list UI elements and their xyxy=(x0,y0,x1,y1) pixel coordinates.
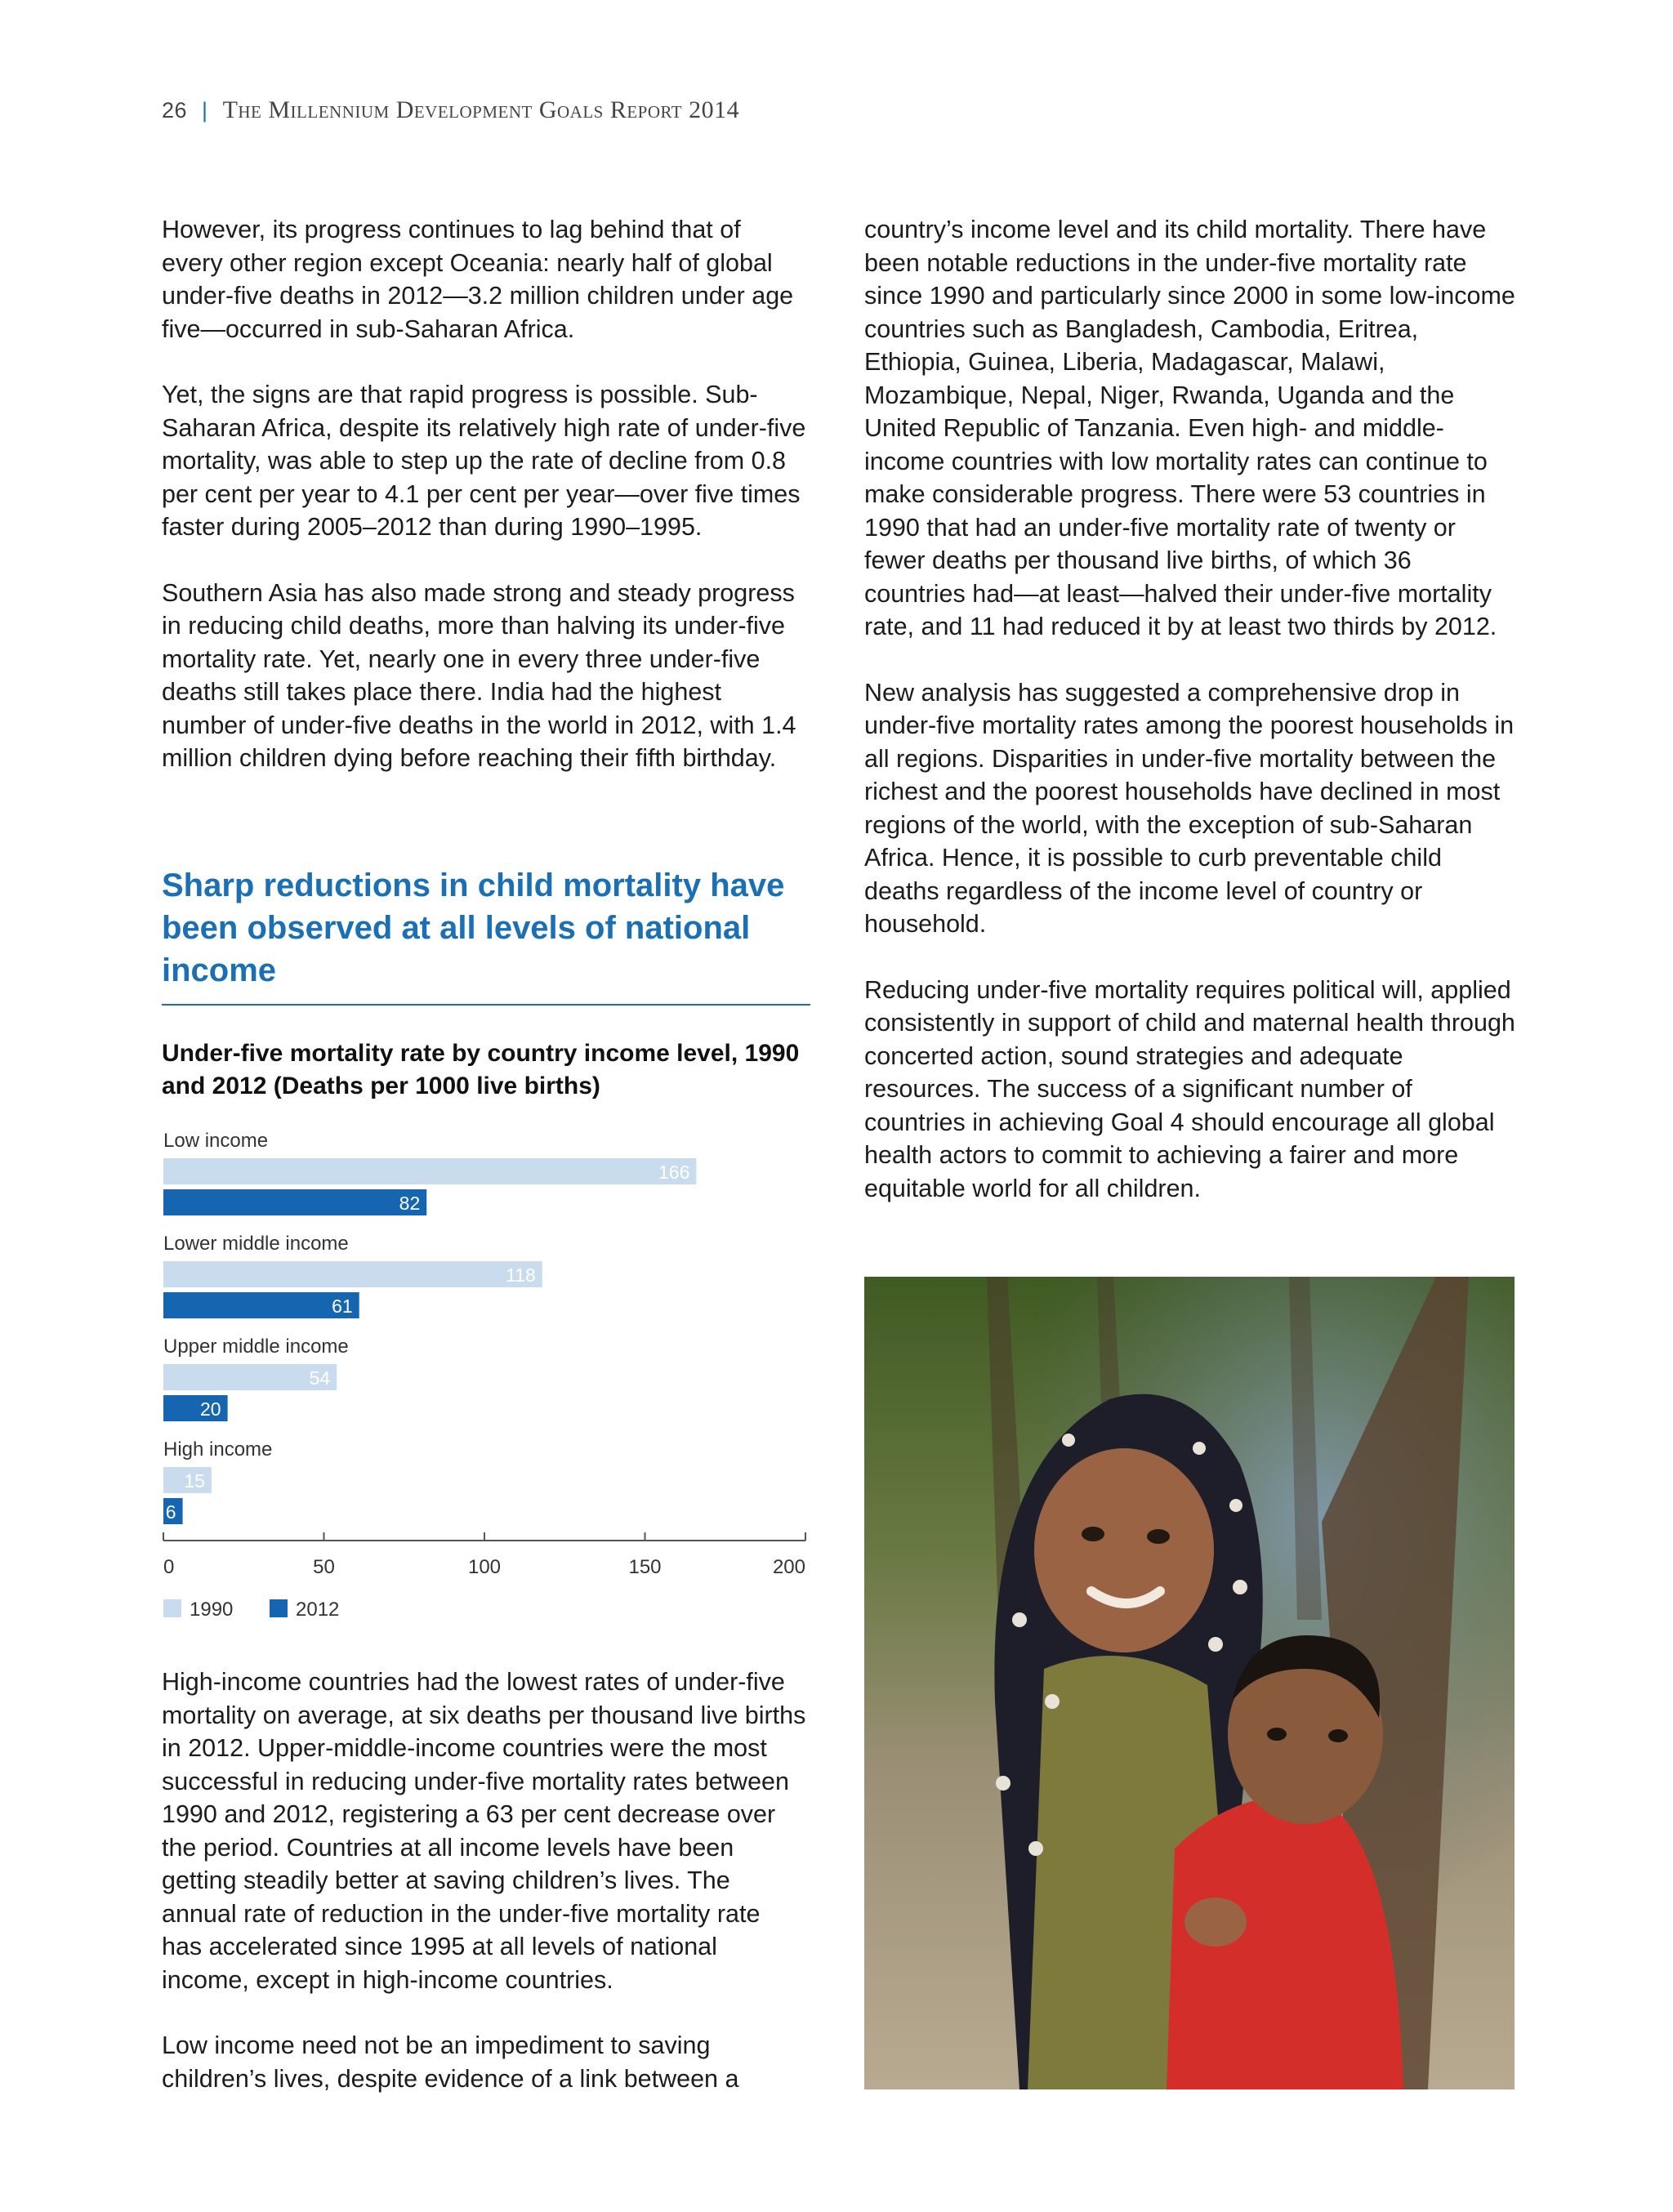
legend-label: 1990 xyxy=(190,1599,234,1621)
paragraph: New analysis has suggested a comprehensive drop in under-five mortality rates among the poorest households in all regions. Disparities in under-five mortality between the richest and the poorest households have declined in most regions of the world, with the exception of sub-Saharan Africa. Hence, it is possible to curb preventable child deaths regardless of the income level of country or household. xyxy=(864,678,1515,938)
bar-value-label: 166 xyxy=(658,1162,690,1183)
bar-chart xyxy=(155,1119,817,1626)
bar-1990 xyxy=(163,1158,696,1184)
paragraph: However, its progress continues to lag behind that of every other region except Oceania: nearly half of global under-five deaths in 2012—3.2 million children under age five—occurred in sub-Saharan Africa. xyxy=(162,216,794,343)
report-title: The Millennium Development Goals Report 2014 xyxy=(222,96,740,123)
bar-value-label: 6 xyxy=(165,1501,176,1523)
category-label: Upper middle income xyxy=(163,1336,349,1358)
left-column-bottom xyxy=(162,1666,807,2128)
section-heading: Sharp reductions in child mortality have been observed at all levels of national income xyxy=(162,867,785,988)
bar-value-label: 54 xyxy=(309,1367,331,1389)
bar-value-label: 15 xyxy=(184,1470,205,1492)
bar-2012 xyxy=(163,1292,359,1318)
bar-value-label: 118 xyxy=(506,1264,536,1286)
x-tick-label: 100 xyxy=(467,1556,502,1578)
x-tick-label: 150 xyxy=(628,1556,662,1578)
x-tick-label: 200 xyxy=(772,1556,805,1578)
chart-title: Under-five mortality rate by country income level, 1990 and 2012 (Deaths per 1000 live births) xyxy=(162,1040,800,1099)
legend-swatch-1990 xyxy=(163,1599,181,1617)
bar-1990 xyxy=(163,1261,542,1287)
x-tick-label: 50 xyxy=(313,1556,335,1578)
paragraph: Southern Asia has also made strong and steady progress in reducing child deaths, more than halving its under-five mortality rate. Yet, nearly one in every three under-five deaths still takes place there. India had the highest number of under-five deaths in the world in 2012, with 1.4 million children dying before reaching their fifth birthday. xyxy=(162,578,796,772)
category-label: Low income xyxy=(163,1130,269,1152)
bar-value-label: 20 xyxy=(200,1398,221,1420)
right-column xyxy=(864,213,1518,1238)
legend-label: 2012 xyxy=(296,1599,340,1621)
bar-2012 xyxy=(163,1189,426,1215)
header-separator: | xyxy=(202,98,208,123)
paragraph: country’s income level and its child mortality. There have been notable reductions in the under-five mortality rate since 1990 and particularly since 2000 in some low-income countries such as Bangladesh, Cambodia, Eritrea, Ethiopia, Guinea, Liberia, Madagascar, Malawi, Mozambique, Nepal, Niger, Rwanda, Uganda and the United Republic of Tanzania. Even high- and middle-income countries with low mortality rates can continue to make considerable progress. There were 53 countries in 1990 that had an under-five mortality rate of twenty or fewer deaths per thousand live births, of which 36 countries had—at least—halved their under-five mortality rate, and 11 had reduced it by at least two thirds by 2012. xyxy=(864,216,1515,640)
left-column-top xyxy=(162,213,807,808)
page-number: 26 xyxy=(162,98,188,123)
legend-swatch-2012 xyxy=(270,1599,288,1617)
paragraph: Yet, the signs are that rapid progress is possible. Sub-Saharan Africa, despite its relatively high rate of under-five mortality, was able to step up the rate of decline from 0.8 per cent per year to 4.1 per cent per year—over five times faster during 2005–2012 than during 1990–1995. xyxy=(162,381,806,541)
heading-rule xyxy=(162,1004,810,1006)
paragraph: High-income countries had the lowest rates of under-five mortality on average, at six deaths per thousand live births in 2012. Upper-middle-income countries were the most successful in reducing under-five mortality rates between 1990 and 2012, registering a 63 per cent decrease over the period. Countries at all income levels have been getting steadily better at saving children’s lives. The annual rate of reduction in the under-five mortality rate has accelerated since 1995 at all levels of national income, except in high-income countries. xyxy=(162,1668,806,1994)
children-photo xyxy=(864,1277,1515,2089)
bar-value-label: 82 xyxy=(399,1193,421,1214)
page-header xyxy=(162,96,739,124)
bar-value-label: 61 xyxy=(332,1296,353,1317)
x-tick-label: 0 xyxy=(163,1556,175,1578)
category-label: Lower middle income xyxy=(163,1233,349,1255)
category-label: High income xyxy=(163,1438,273,1461)
paragraph: Reducing under-five mortality requires political will, applied consistently in support of child and maternal health through concerted action, sound strategies and adequate resources. The success of a significant number of countries in achieving Goal 4 should encourage all global health actors to commit to achieving a fairer and more equitable world for all children. xyxy=(864,975,1515,1202)
paragraph: Low income need not be an impediment to saving children’s lives, despite evidence of a link between a xyxy=(162,2031,739,2093)
